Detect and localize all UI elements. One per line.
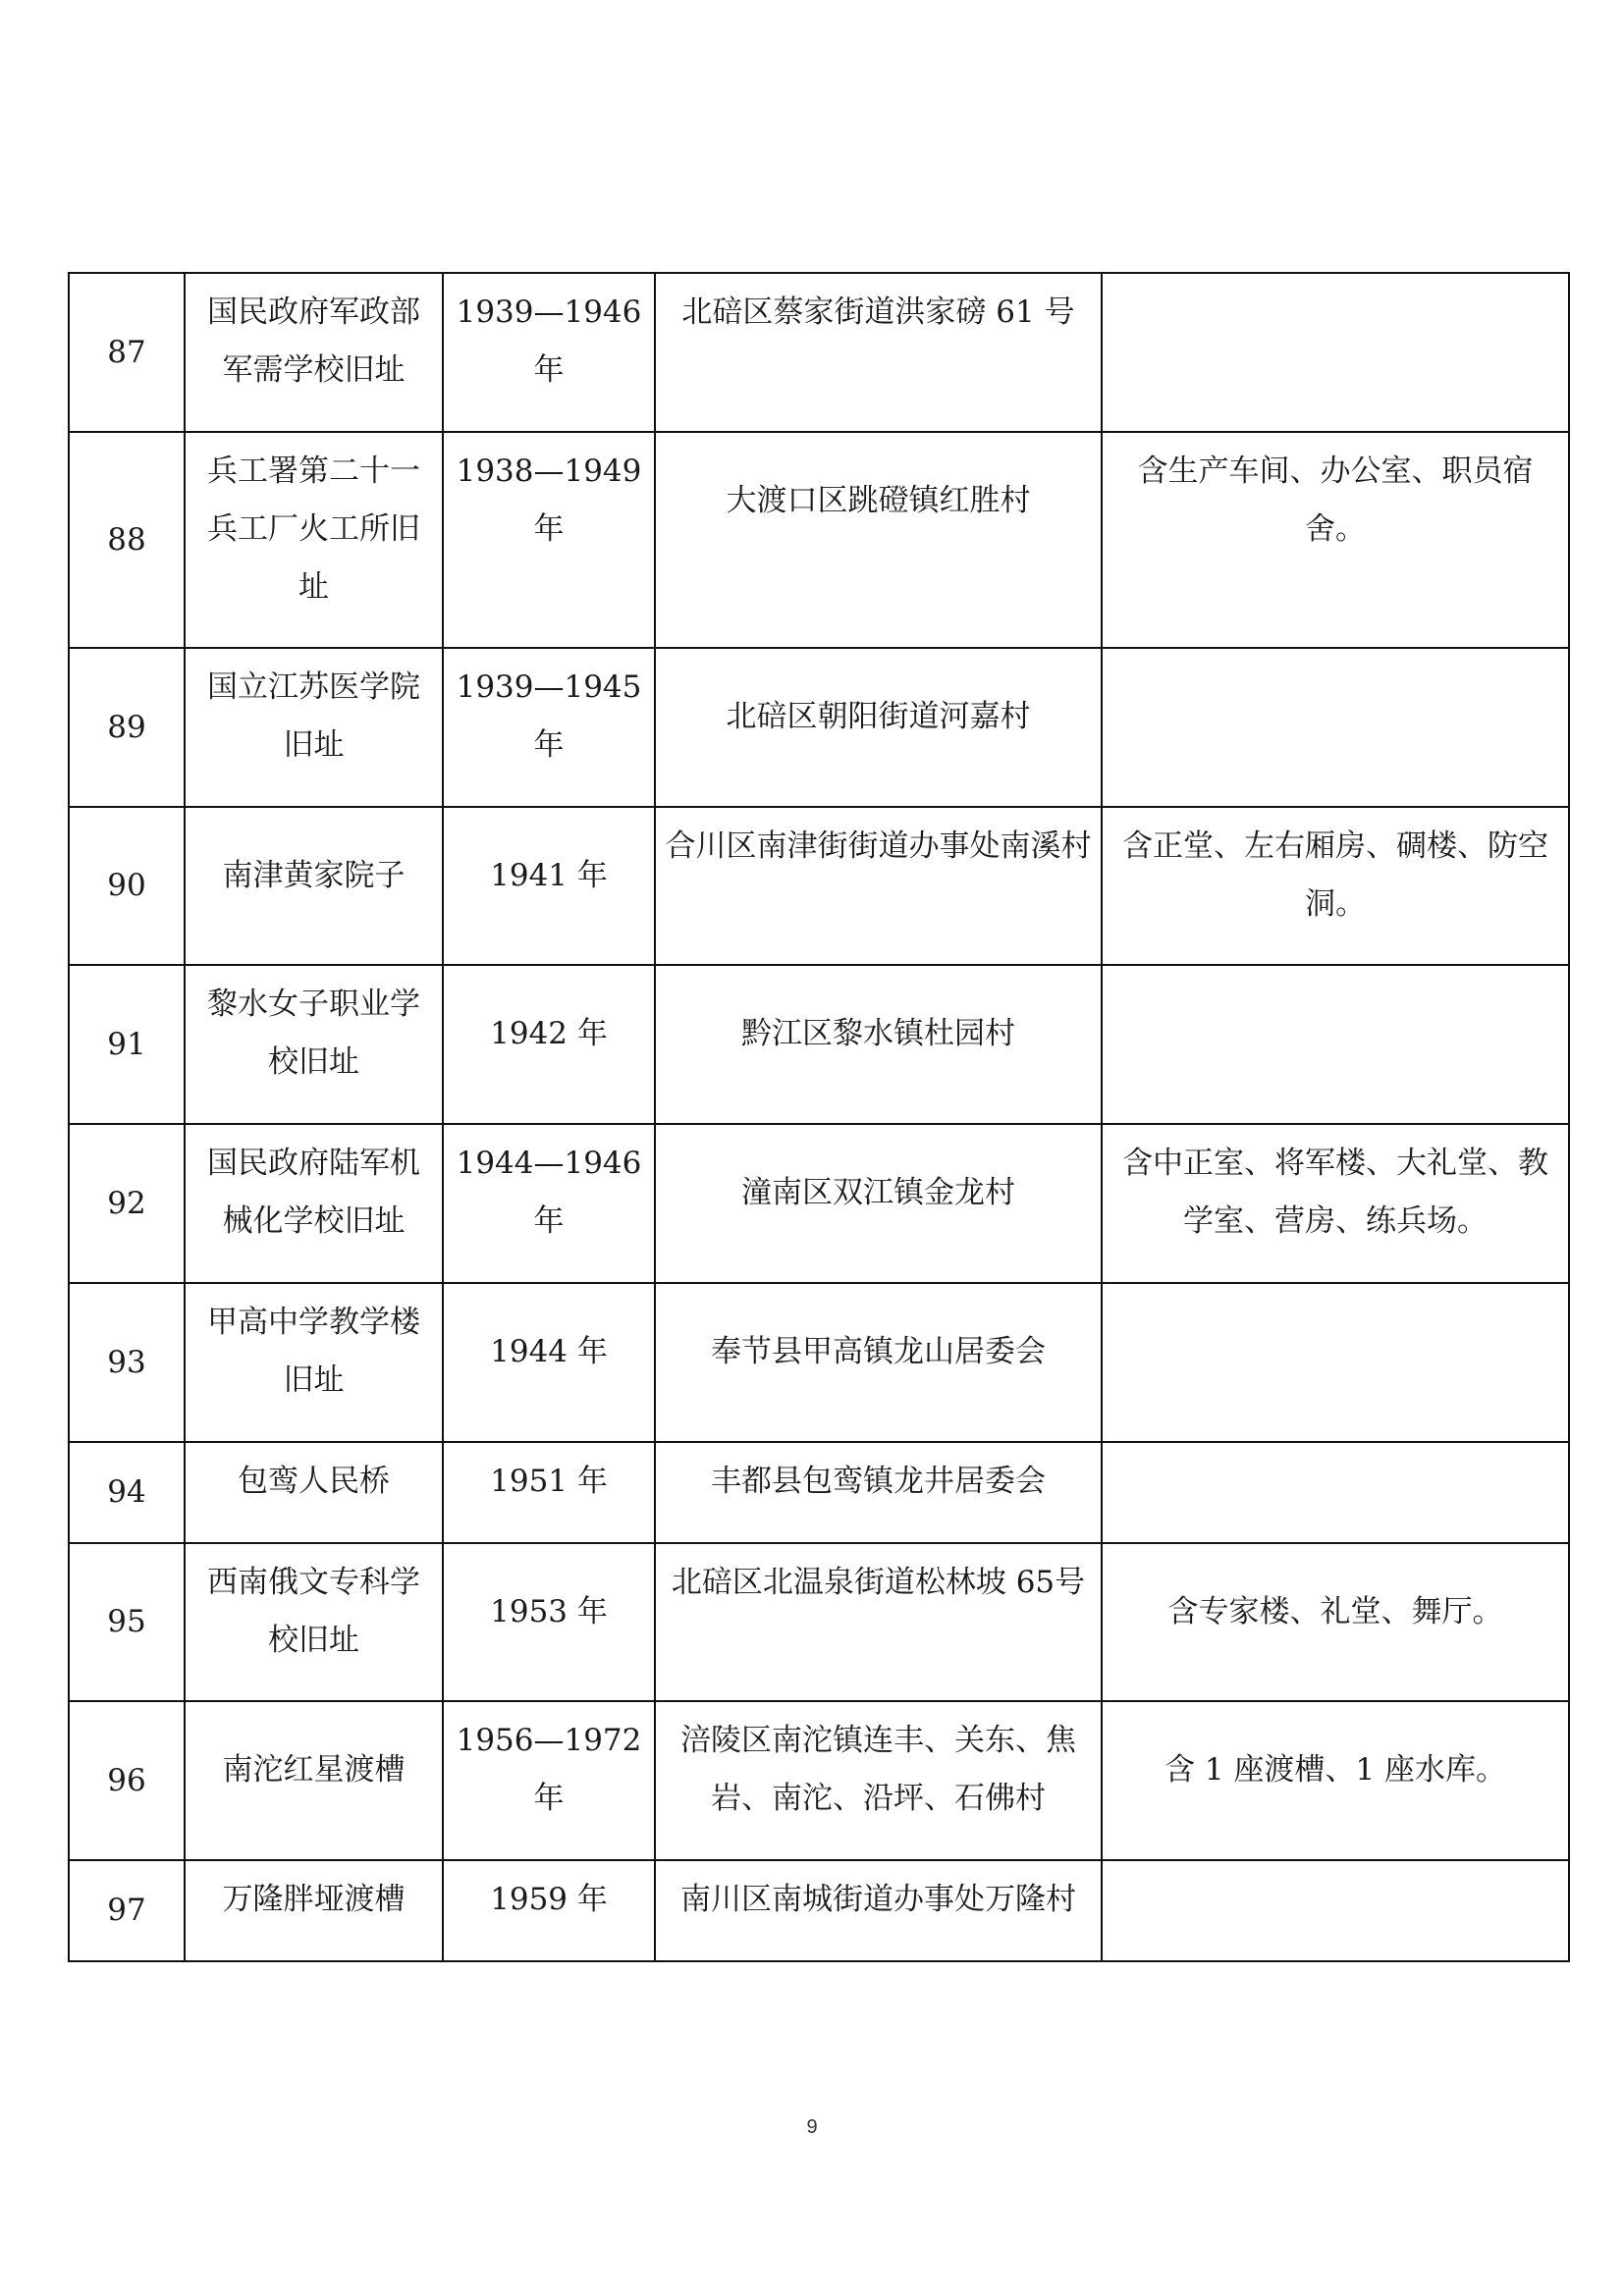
heritage-sites-table — [68, 272, 1570, 1962]
table-row — [69, 1701, 1569, 1860]
table-row — [69, 273, 1569, 432]
table-row — [69, 1283, 1569, 1442]
row-number: 90 — [69, 807, 185, 965]
site-name: 西南俄文专科学校旧址 — [185, 1543, 443, 1701]
site-note: 含 1 座渡槽、1 座水库。 — [1102, 1701, 1569, 1860]
table-row — [69, 807, 1569, 965]
table-row — [69, 432, 1569, 648]
row-number: 91 — [69, 965, 185, 1124]
site-location: 奉节县甲高镇龙山居委会 — [655, 1283, 1102, 1442]
site-year: 1959 年 — [443, 1860, 655, 1961]
site-note — [1102, 648, 1569, 807]
site-year: 1956—1972年 — [443, 1701, 655, 1860]
site-name: 万隆胖垭渡槽 — [185, 1860, 443, 1961]
site-note — [1102, 273, 1569, 432]
site-name: 包鸾人民桥 — [185, 1442, 443, 1543]
site-year: 1944—1946年 — [443, 1124, 655, 1283]
site-name: 国民政府军政部军需学校旧址 — [185, 273, 443, 432]
site-location: 南川区南城街道办事处万隆村 — [655, 1860, 1102, 1961]
site-location: 潼南区双江镇金龙村 — [655, 1124, 1102, 1283]
site-year: 1951 年 — [443, 1442, 655, 1543]
page-number: 9 — [806, 2116, 818, 2138]
site-note — [1102, 1283, 1569, 1442]
site-year: 1938—1949年 — [443, 432, 655, 648]
row-number: 87 — [69, 273, 185, 432]
site-name: 黎水女子职业学校旧址 — [185, 965, 443, 1124]
site-note: 含正堂、左右厢房、碉楼、防空洞。 — [1102, 807, 1569, 965]
site-note: 含专家楼、礼堂、舞厅。 — [1102, 1543, 1569, 1701]
site-location: 北碚区北温泉街道松林坡 65号 — [655, 1543, 1102, 1701]
site-name: 国民政府陆军机械化学校旧址 — [185, 1124, 443, 1283]
row-number: 94 — [69, 1442, 185, 1543]
site-name: 南沱红星渡槽 — [185, 1701, 443, 1860]
site-name: 国立江苏医学院旧址 — [185, 648, 443, 807]
site-location: 大渡口区跳磴镇红胜村 — [655, 432, 1102, 648]
table-row — [69, 1860, 1569, 1961]
site-year: 1953 年 — [443, 1543, 655, 1701]
row-number: 93 — [69, 1283, 185, 1442]
site-location: 合川区南津街街道办事处南溪村 — [655, 807, 1102, 965]
table-row — [69, 648, 1569, 807]
site-location: 北碚区蔡家街道洪家磅 61 号 — [655, 273, 1102, 432]
site-year: 1941 年 — [443, 807, 655, 965]
site-location: 北碚区朝阳街道河嘉村 — [655, 648, 1102, 807]
site-note — [1102, 1442, 1569, 1543]
site-note — [1102, 965, 1569, 1124]
site-year: 1944 年 — [443, 1283, 655, 1442]
site-year: 1939—1945年 — [443, 648, 655, 807]
site-name: 甲高中学教学楼旧址 — [185, 1283, 443, 1442]
row-number: 88 — [69, 432, 185, 648]
site-location: 丰都县包鸾镇龙井居委会 — [655, 1442, 1102, 1543]
site-note: 含中正室、将军楼、大礼堂、教学室、营房、练兵场。 — [1102, 1124, 1569, 1283]
site-location: 黔江区黎水镇杜园村 — [655, 965, 1102, 1124]
site-location: 涪陵区南沱镇连丰、关东、焦岩、南沱、沿坪、石佛村 — [655, 1701, 1102, 1860]
row-number: 92 — [69, 1124, 185, 1283]
site-year: 1942 年 — [443, 965, 655, 1124]
row-number: 96 — [69, 1701, 185, 1860]
site-year: 1939—1946年 — [443, 273, 655, 432]
site-note: 含生产车间、办公室、职员宿舍。 — [1102, 432, 1569, 648]
table-row — [69, 1543, 1569, 1701]
row-number: 97 — [69, 1860, 185, 1961]
site-name: 兵工署第二十一兵工厂火工所旧址 — [185, 432, 443, 648]
table-row — [69, 1124, 1569, 1283]
site-note — [1102, 1860, 1569, 1961]
row-number: 89 — [69, 648, 185, 807]
row-number: 95 — [69, 1543, 185, 1701]
table-row — [69, 965, 1569, 1124]
table-row — [69, 1442, 1569, 1543]
site-name: 南津黄家院子 — [185, 807, 443, 965]
